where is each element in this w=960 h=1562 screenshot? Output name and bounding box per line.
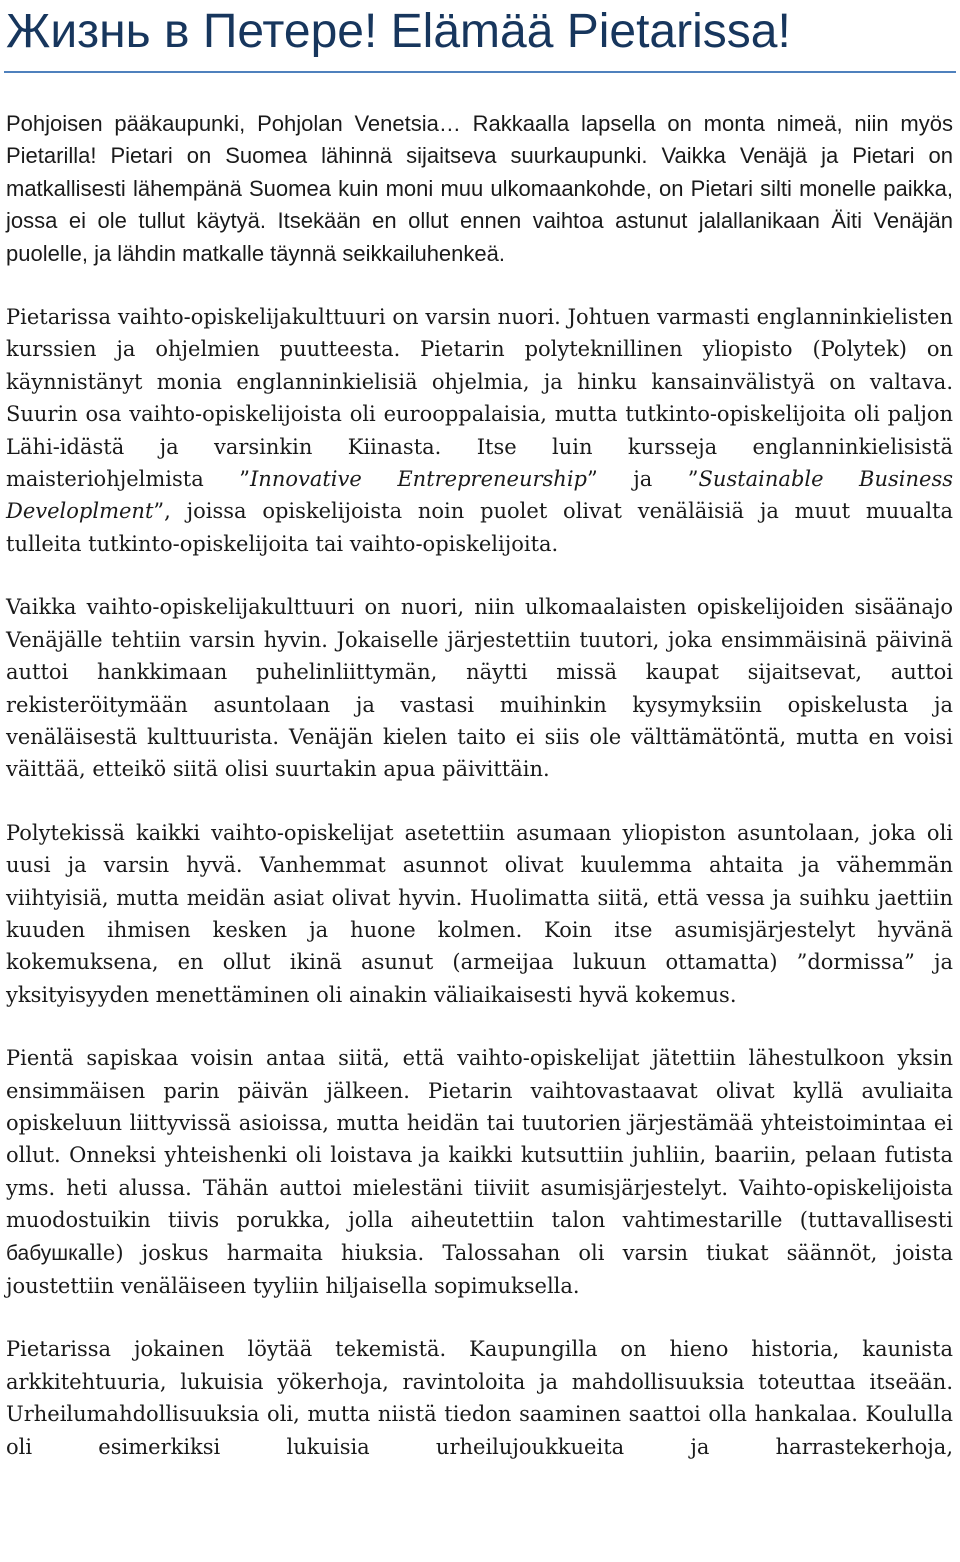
- paragraph-2: [6, 301, 953, 560]
- paragraph-4: [6, 817, 953, 1011]
- paragraph-text: lle) joskus harmaita hiuksia. Talossahan oli varsin tiukat säännöt, joista joustettiin venäläiseen tyyliin hiljaisella sopimuksella.: [6, 1240, 953, 1298]
- paragraph-text: Pientä sapiskaa voisin antaa siitä, että vaihto-opiskelijat jätettiin lähestulkoon yksin ensimmäisen parin päivän jälkeen. Pietarin vaihtovastaavat olivat kyllä avuliaita opiskeluun liittyvissä asioissa, mutta heidän tai tuutorien järjestämää yhteistoimintaa ei ollut. Onneksi yhteishenki oli loistava ja kaikki kutsuttiin juhliin, baariin, pelaan futista yms. heti alussa. Tähän auttoi mielestäni tiiviit asumisjärjestelyt. Vaihto-opiskelijoista muodostuikin tiivis porukka, jolla aiheutettiin talon vahtimestarille (tuttavallisesti: [6, 1046, 953, 1233]
- paragraph-text: ” ja ”: [586, 467, 699, 492]
- paragraph-text: бабушка: [6, 1241, 90, 1265]
- paragraph-text: Polytekissä kaikki vaihto-opiskelijat asetettiin asumaan yliopiston asuntolaan, joka oli uusi ja varsin hyvä. Vanhemmat asunnot olivat kuulemma ahtaita ja vähemmän viihtyisiä, mutta meidän asiat olivat hyvin. Huolimatta siitä, että vessa ja suihku jaettiin kuuden ihmisen kesken ja huone kolmen. Koin itse asumisjärjestelyt hyvänä kokemuksena, en ollut ikinä asunut (armeijaa lukuun ottamatta) ”dormissa” ja yksityisyyden menettäminen oli ainakin väliaikaisesti hyvä kokemus.: [6, 820, 953, 1007]
- paragraph-text: Pietarissa vaihto-opiskelijakulttuuri on varsin nuori. Johtuen varmasti englanninkielisten kurssien ja ohjelmien puutteesta. Pietarin polyteknillinen yliopisto (Polytek) on käynnistänyt monia englanninkielisiä ohjelmia, ja hinku kansainvälistyä on valtava. Suurin osa vaihto-opiskelijoista oli eurooppalaisia, mutta tutkinto-opiskelijoita oli paljon Lähi-idästä ja varsinkin Kiinasta. Itse luin kursseja englanninkielisistä maisteriohjelmista ”: [6, 305, 953, 492]
- paragraph-6: [6, 1333, 953, 1463]
- document-body: [6, 108, 953, 1494]
- paragraph-text: Pohjoisen pääkaupunki, Pohjolan Venetsia… Rakkaalla lapsella on monta nimeä, niin myös Pietarilla! Pietari on Suomea lähinnä sijaitseva suurkaupunki. Vaikka Venäjä ja Pietari on matkallisesti lähempänä Suomea kuin moni muu ulkomaankohde, on Pietari silti monelle paikka, jossa ei ole tullut käytyä.: [6, 111, 953, 234]
- paragraph-text: Itsekään en ollut ennen vaihtoa astunut jalallanikaan Äiti Venäjän puolelle, ja lähdin matkalle täynnä seikkailuhenkeä.: [6, 208, 953, 266]
- italic-program-name: Sustainable Business Developlment: [6, 467, 953, 524]
- paragraph-1: [6, 108, 953, 270]
- paragraph-text: Vaikka vaihto-opiskelijakulttuuri on nuori, niin ulkomaalaisten opiskelijoiden sisäänajo Venäjälle tehtiin varsin hyvin. Jokaiselle järjestettiin tuutori, joka ensimmäisinä päivinä auttoi hankkimaan puhelinliittymän, näytti missä kaupat sijaitsevat, auttoi rekisteröitymään asuntolaan ja vastasi muihinkin kysymyksiin opiskelusta ja venäläisestä kulttuurista. Venäjän kielen taito ei siis ole välttämätöntä, mutta en voisi väittää, etteikö siitä olisi suurtakin apua päivittäin.: [6, 595, 953, 782]
- paragraph-5: [6, 1042, 953, 1302]
- document-title: Жизнь в Петере! Elämää Pietarissa!: [6, 5, 791, 58]
- paragraph-text: ”, joissa opiskelijoista noin puolet olivat venäläisiä ja muut muualta tulleita tutkinto-opiskelijoita tai vaihto-opiskelijoita.: [6, 499, 953, 556]
- title-underline: [4, 71, 956, 73]
- paragraph-3: [6, 591, 953, 785]
- italic-program-name: Innovative Entrepreneurship: [250, 467, 587, 492]
- paragraph-text: Pietarissa jokainen löytää tekemistä. Kaupungilla on hieno historia, kaunista arkkitehtuuria, lukuisia yökerhoja, ravintoloita ja mahdollisuuksia toteuttaa itseään. Urheilumahdollisuuksia oli, mutta niistä tiedon saaminen saattoi olla hankalaa. Koululla oli esimerkiksi lukuisia urheilujoukkueita ja harrastekerhoja,: [6, 1337, 953, 1459]
